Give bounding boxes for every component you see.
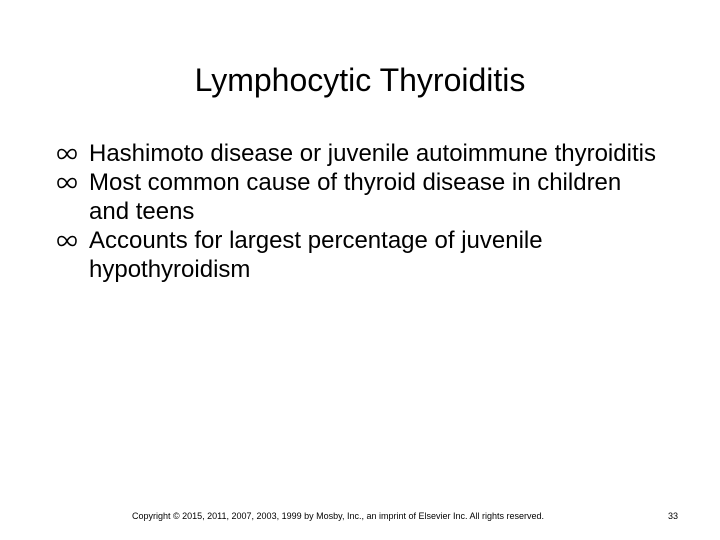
page-number: 33: [667, 511, 678, 521]
infinity-bullet-icon: [56, 147, 78, 161]
bullet-list: [56, 139, 656, 284]
bullet-text: Hashimoto disease or juvenile autoimmune thyroiditis: [89, 140, 656, 167]
copyright-text: Copyright © 2015, 2011, 2007, 2003, 1999 by Mosby, Inc., an imprint of Elsevier Inc. All rights reserved.: [132, 511, 545, 521]
slide-title: Lymphocytic Thyroiditis: [194, 62, 526, 98]
bullet-text: Accounts for largest percentage of juvenile hypothyroidism: [89, 227, 543, 283]
infinity-bullet-icon: [56, 234, 78, 248]
bullet-text: Most common cause of thyroid disease in children and teens: [89, 169, 622, 225]
bullet-item: [56, 226, 656, 284]
bullet-item: [56, 139, 656, 168]
bullet-item: [56, 168, 656, 226]
infinity-bullet-icon: [56, 176, 78, 190]
